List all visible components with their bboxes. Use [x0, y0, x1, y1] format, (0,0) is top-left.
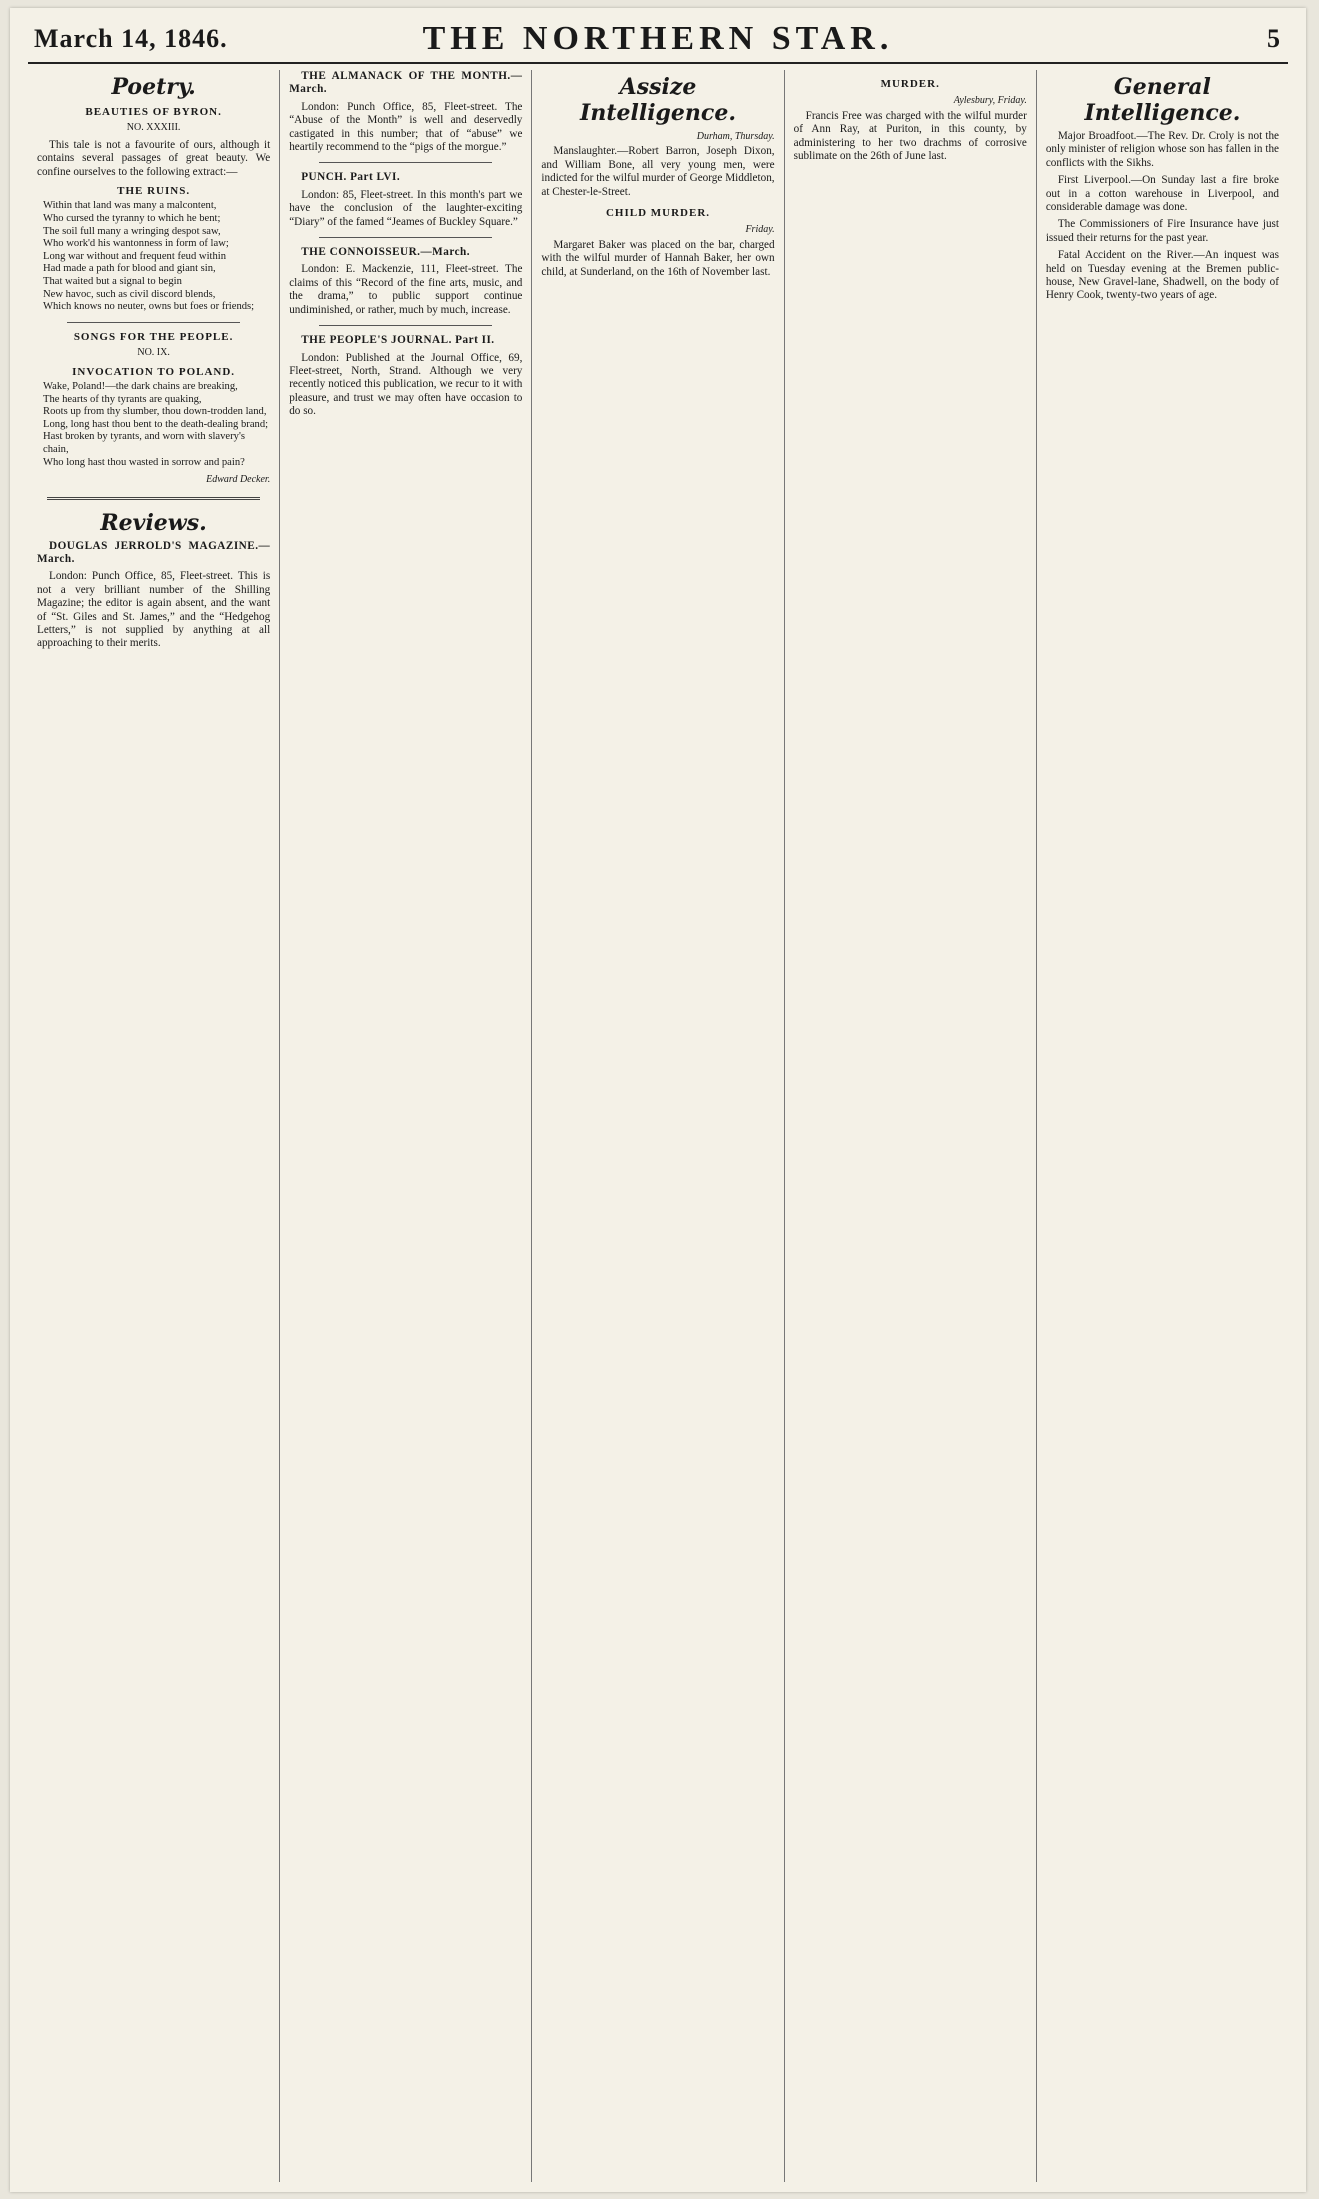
dateline: Durham, Thursday.	[696, 131, 775, 142]
poem-number: NO. XXXIII.	[126, 122, 181, 134]
section-heading-general: General Intelligence.	[1084, 74, 1241, 126]
poem-number: NO. IX.	[137, 347, 170, 359]
divider	[47, 497, 260, 500]
review-title: DOUGLAS JERROLD'S MAGAZINE.—March.	[37, 539, 271, 565]
divider	[319, 162, 492, 163]
article-text: Manslaughter.—Robert Barron, Joseph Dixon, and William Bone, all very young men, were indicted for the wilful murder of George Middleton, at Chester-le-Street.	[541, 145, 775, 198]
poem-subtitle: INVOCATION TO POLAND.	[72, 365, 236, 378]
column-general	[1037, 70, 1288, 2182]
review-text: London: E. Mackenzie, 111, Fleet-street. The claims of this “Record of the fine arts, music, and the drama,” to public support continue undiminished, or rather, much by much, increase.	[289, 263, 523, 316]
news-item: The Commissioners of Fire Insurance have just issued their returns for the past year.	[1045, 218, 1280, 244]
column-reviews	[280, 70, 532, 2182]
news-item: Fatal Accident on the River.—An inquest was held on Tuesday evening at the Bremen public-house, New Gravel-lane, Shadwell, on the body of Henry Cook, twenty-two years of age.	[1045, 249, 1280, 302]
dateline: Friday.	[745, 224, 775, 236]
poem-stanza: Wake, Poland!—the dark chains are breaking, The hearts of thy tyrants are quaking, Roots up from thy slumber, thou down-trodden land, Long, long hast thou bent to the death-dealing brand; Hast broken by tyrants, and worn with slavery's chain, Who long hast thou wasted in sorrow and pain?	[43, 381, 269, 468]
review-text: London: Published at the Journal Office, 69, Fleet-street, North, Strand. Although we very recently noticed this publication, we recur to it with pleasure, and trust we may often have occasion to do so.	[289, 351, 523, 418]
poem-title: BEAUTIES OF BYRON.	[85, 106, 222, 118]
newspaper-title: THE NORTHERN STAR.	[422, 20, 894, 57]
poem-title: SONGS FOR THE PEOPLE.	[73, 330, 234, 343]
review-title: THE ALMANACK OF THE MONTH.—March.	[289, 70, 523, 96]
issue-date: March 14, 1846.	[34, 24, 228, 53]
column-assize-continued	[785, 70, 1037, 2182]
case-heading: CHILD MURDER.	[605, 207, 711, 220]
newspaper-page	[10, 8, 1306, 2192]
masthead	[28, 18, 1288, 64]
column-poetry	[28, 70, 280, 2182]
page-number: 5	[1267, 24, 1280, 53]
review-title: THE CONNOISSEUR.—March.	[301, 246, 471, 259]
column-assize	[532, 70, 784, 2182]
divider	[67, 322, 240, 323]
review-title: PUNCH. Part LVI.	[301, 171, 401, 184]
poem-signature: Edward Decker.	[206, 474, 271, 486]
poem-stanza: Within that land was many a malcontent, Who cursed the tyranny to which he bent; The soil full many a wringing despot saw, Who work'd his wantonness in form of law; Long war without and frequent feud within Had made a path for blood and giant sin, That waited but a signal to begin New havoc, such as civil discord blends, Which knows no neuter, owns but foes or friends;	[43, 200, 255, 313]
article-text: Francis Free was charged with the wilful murder of Ann Ray, at Puriton, in this county, by administering to her two drachms of corrosive sublimate on the 26th of June last.	[793, 109, 1027, 163]
review-text: London: 85, Fleet-street. In this month's part we have the conclusion of the laughter-exciting “Diary” of the famed “Jeames of Buckley Square.”	[289, 188, 523, 228]
case-heading: MURDER.	[880, 78, 940, 90]
section-heading-poetry: Poetry.	[111, 74, 196, 100]
poem-intro: This tale is not a favourite of ours, although it contains several passages of great beauty. We confine ourselves to the following extract:—	[37, 138, 271, 178]
divider	[319, 237, 492, 238]
section-heading-assize: Assize Intelligence.	[580, 74, 736, 126]
review-text: London: Punch Office, 85, Fleet-street. The “Abuse of the Month” is well and deservedly castigated in this number; that of “abuse” we heartily recommend to the “pigs of the morgue.”	[289, 100, 523, 154]
review-title: THE PEOPLE'S JOURNAL. Part II.	[301, 334, 495, 347]
news-item: Major Broadfoot.—The Rev. Dr. Croly is not the only minister of religion whose son has fallen in the conflicts with the Sikhs.	[1045, 130, 1280, 169]
column-grid	[28, 70, 1288, 2182]
article-text: Margaret Baker was placed on the bar, charged with the wilful murder of Hannah Baker, her own child, at Sunderland, on the 16th of November last.	[541, 238, 775, 278]
dateline: Aylesbury, Friday.	[953, 95, 1027, 107]
review-text: London: Punch Office, 85, Fleet-street. This is not a very brilliant number of the Shilling Magazine; the editor is again absent, and the want of “St. Giles and St. James,” and the “Hedgehog Letters,” is not supplied by anything at all approaching to their merits.	[37, 570, 271, 650]
poem-subtitle: THE RUINS.	[117, 185, 191, 198]
divider	[319, 325, 492, 326]
news-item: First Liverpool.—On Sunday last a fire broke out in a cotton warehouse in Liverpool, and considerable damage was done.	[1045, 174, 1280, 214]
section-heading-reviews: Reviews.	[100, 509, 207, 536]
